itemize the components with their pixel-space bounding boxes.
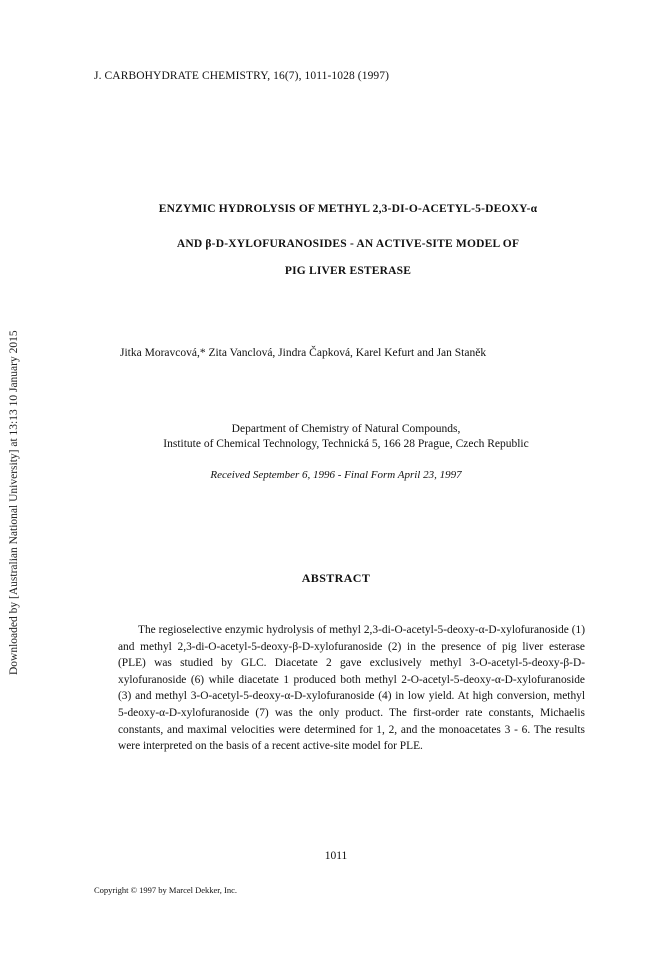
affiliation-line-2: Institute of Chemical Technology, Technická 5, 166 28 Prague, Czech Republic bbox=[163, 438, 529, 450]
author-list: Jitka Moravcová,* Zita Vanclová, Jindra Čapková, Karel Kefurt and Jan Staněk bbox=[120, 347, 487, 359]
abstract-body: The regioselective enzymic hydrolysis of methyl 2,3-di-O-acetyl-5-deoxy-α-D-xylofuranoside (1) and methyl 2,3-di-O-acetyl-5-deoxy-β-D-xylofuranoside (2) in the presence of pig liver esterase (PLE) was studied by GLC. Diacetate 2 gave exclusively methyl 3-O-acetyl-5-deoxy-β-D-xylofuranoside (6) while diacetate 1 produced both methyl 2-O-acetyl-5-deoxy-α-D-xylofuranoside (3) and methyl 3-O-acetyl-5-deoxy-α-D-xylofuranoside (4) in low yield. At high conversion, methyl 5-deoxy-α-D-xylofuranoside (7) was the only product. The first-order rate constants, Michaelis constants, and maximal velocities were determined for 1, 2, and the monoacetates 3 - 6. The results were interpreted on the basis of a recent active-site model for PLE. bbox=[118, 624, 585, 753]
article-title-line-3: PIG LIVER ESTERASE bbox=[284, 265, 412, 277]
abstract-heading: ABSTRACT bbox=[301, 571, 371, 585]
download-stamp: Downloaded by [Australian National University] at 13:13 10 January 2015 bbox=[8, 330, 20, 675]
page-number: 1011 bbox=[324, 850, 348, 862]
copyright-notice: Copyright © 1997 by Marcel Dekker, Inc. bbox=[94, 885, 238, 895]
journal-citation: J. CARBOHYDRATE CHEMISTRY, 16(7), 1011-1028 (1997) bbox=[94, 70, 390, 82]
article-title-line-1: ENZYMIC HYDROLYSIS OF METHYL 2,3-DI-O-ACETYL-5-DEOXY-α bbox=[158, 203, 538, 215]
affiliation-line-1: Department of Chemistry of Natural Compounds, bbox=[231, 423, 461, 435]
article-title-line-2: AND β-D-XYLOFURANOSIDES - AN ACTIVE-SITE MODEL OF bbox=[176, 238, 520, 250]
received-dates: Received September 6, 1996 - Final Form April 23, 1997 bbox=[210, 469, 462, 481]
